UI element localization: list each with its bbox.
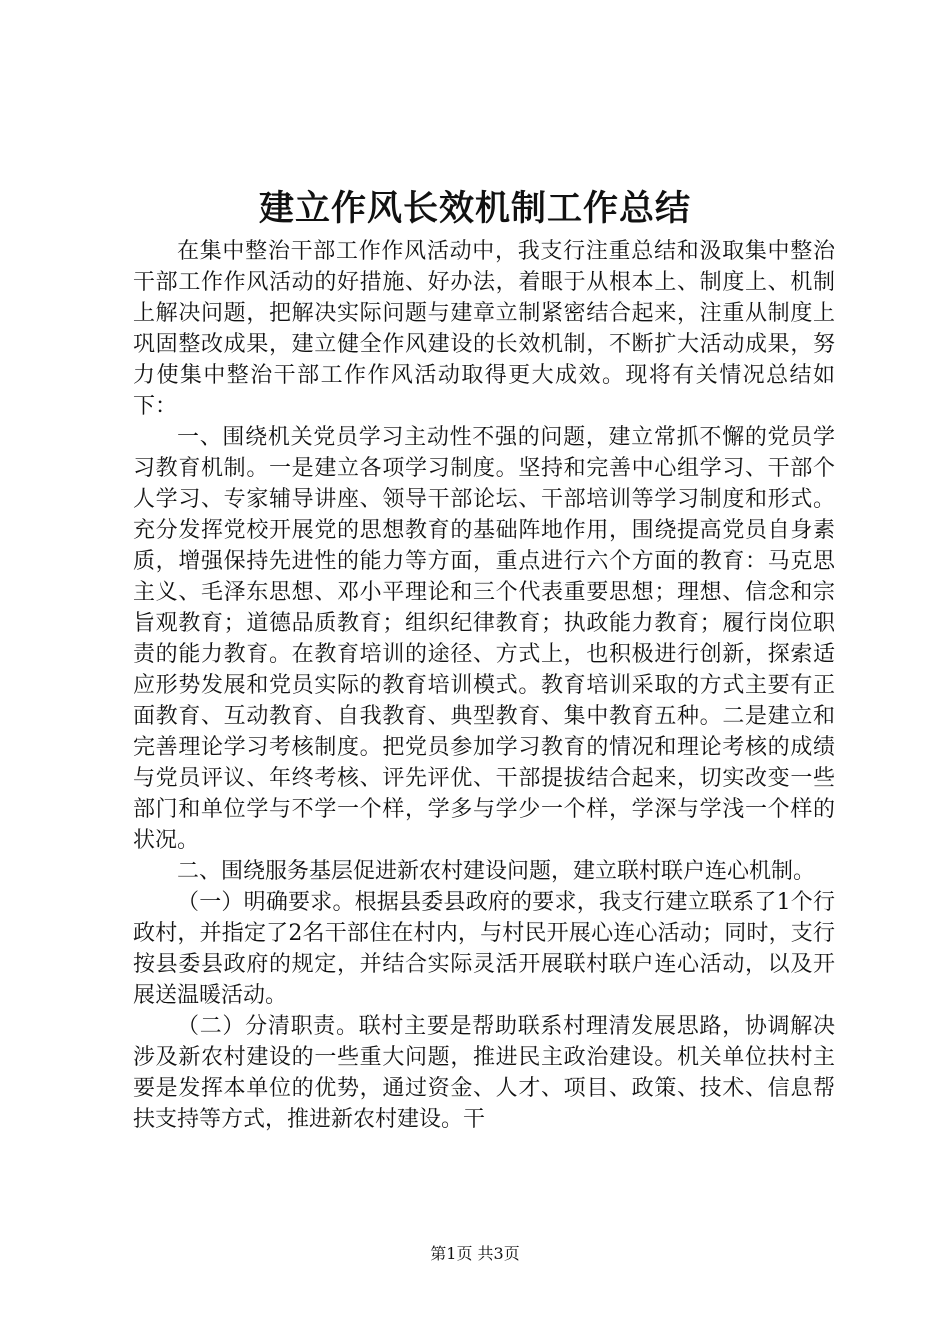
- paragraph-subsection-2: （二）分清职责。联村主要是帮助联系村理清发展思路，协调解决涉及新农村建设的一些重大问题，推进民主政治建设。机关单位扶村主要是发挥本单位的优势，通过资金、人才、项目、政策、技术、信息帮扶支持等方式，推进新农村建设。干: [133, 1014, 835, 1132]
- paragraph-section-2: 二、围绕服务基层促进新农村建设问题，建立联村联户连心机制。: [177, 859, 816, 884]
- paragraph-subsection-1: （一）明确要求。根据县委县政府的要求，我支行建立联系了1个行政村，并指定了2名干部住在村内，与村民开展心连心活动；同时，支行按县委县政府的规定，并结合实际灵活开展联村联户连心活动，以及开展送温暖活动。: [133, 890, 835, 1008]
- paragraph-intro: 在集中整治干部工作作风活动中，我支行注重总结和汲取集中整治干部工作作风活动的好措施、好办法，着眼于从根本上、制度上、机制上解决问题，把解决实际问题与建章立制紧密结合起来，注重从制度上巩固整改成果，建立健全作风建设的长效机制，不断扩大活动成果，努力使集中整治干部工作作风活动取得更大成效。现将有关情况总结如下：: [133, 239, 835, 419]
- document-title: 建立作风长效机制工作总结: [258, 188, 691, 229]
- document-body: [133, 236, 835, 1135]
- paragraph-section-1: 一、围绕机关党员学习主动性不强的问题，建立常抓不懈的党员学习教育机制。一是建立各项学习制度。坚持和完善中心组学习、干部个人学习、专家辅导讲座、领导干部论坛、干部培训等学习制度和形式。充分发挥党校开展党的思想教育的基础阵地作用，围绕提高党员自身素质，增强保持先进性的能力等方面，重点进行六个方面的教育：马克思主义、毛泽东思想、邓小平理论和三个代表重要思想；理想、信念和宗旨观教育；道德品质教育；组织纪律教育；执政能力教育；履行岗位职责的能力教育。在教育培训的途径、方式上，也积极进行创新，探索适应形势发展和党员实际的教育培训模式。教育培训采取的方式主要有正面教育、互动教育、自我教育、典型教育、集中教育五种。二是建立和完善理论学习考核制度。把党员参加学习教育的情况和理论考核的成绩与党员评议、年终考核、评先评优、干部提拔结合起来，切实改变一些部门和单位学与不学一个样，学多与学少一个样，学深与学浅一个样的状况。: [133, 425, 835, 853]
- page-number-footer: 第1页 共3页: [430, 1244, 520, 1263]
